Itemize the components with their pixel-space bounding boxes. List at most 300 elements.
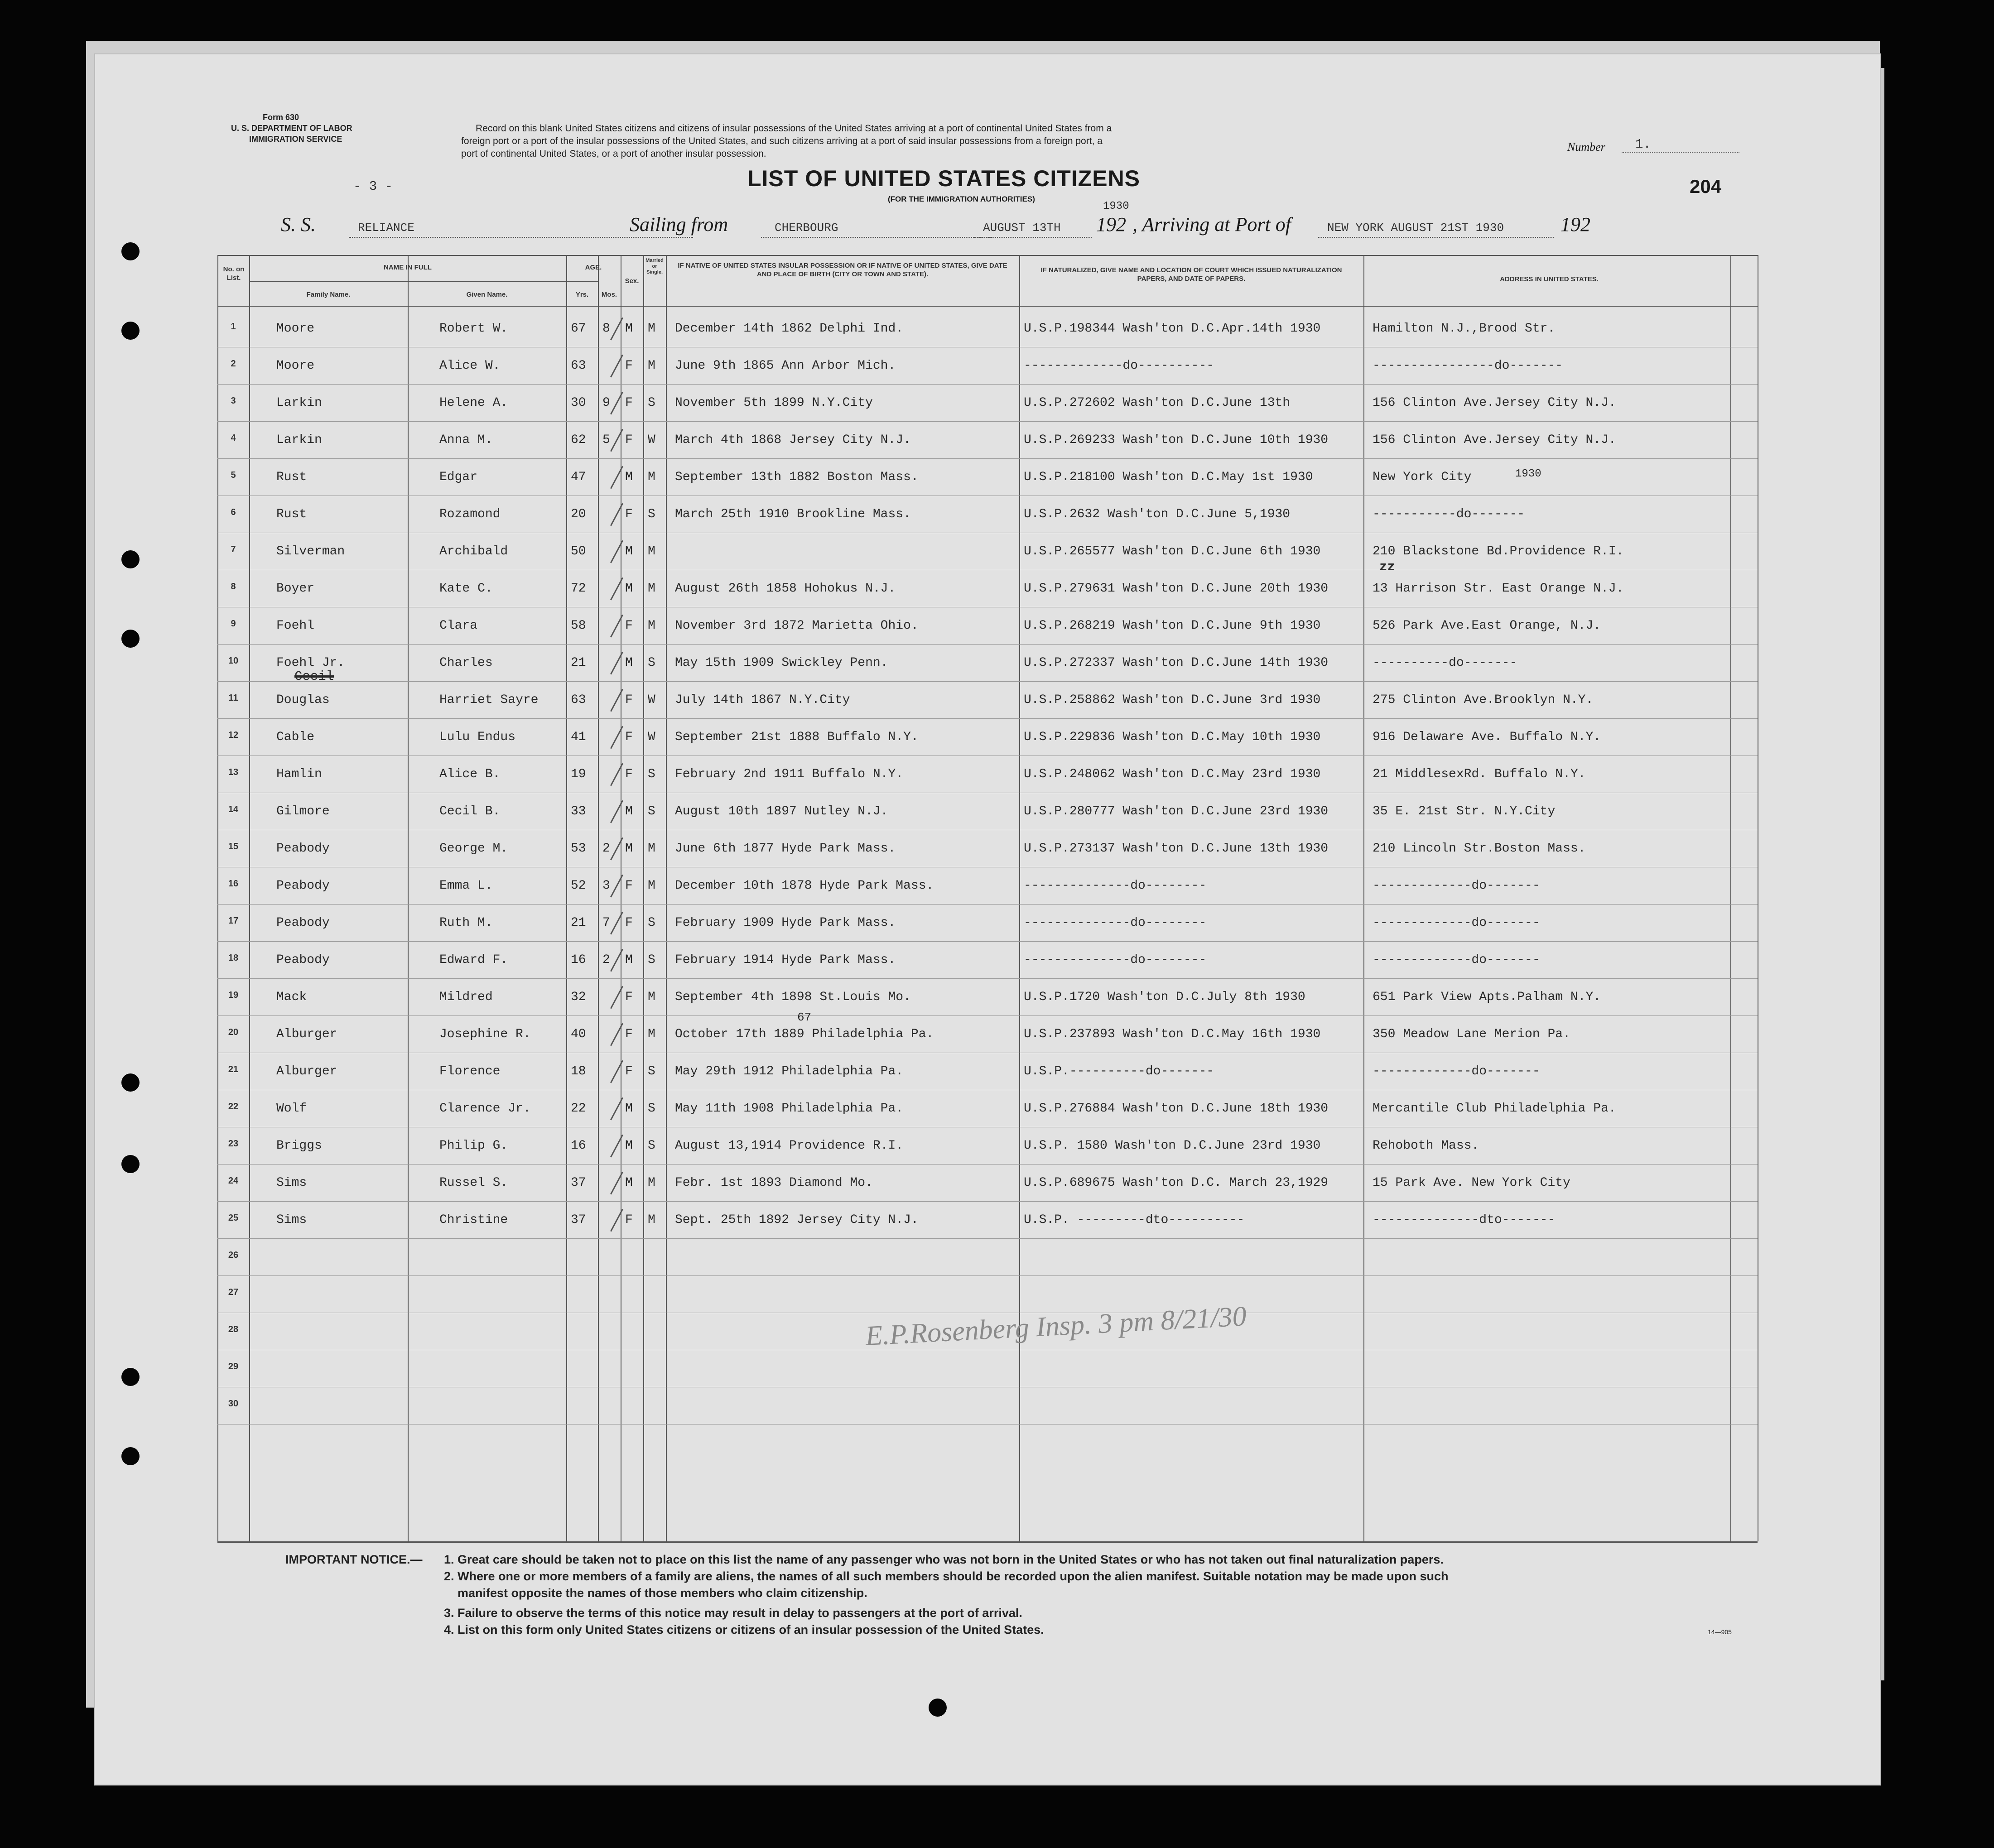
notice-item-4: 4. List on this form only United States citizens or citizens of an insular possession of the United States. — [444, 1623, 1044, 1636]
punch-hole — [121, 1155, 140, 1173]
cell-papers: U.S.P.273137 Wash'ton D.C.June 13th 1930 — [1024, 842, 1329, 856]
cell-papers: U.S.P.279631 Wash'ton D.C.June 20th 1930 — [1024, 582, 1329, 596]
punch-hole — [121, 1368, 140, 1386]
cell-yrs: 30 — [571, 396, 586, 410]
year-correction: 1930 — [1103, 200, 1129, 212]
cell-yrs: 52 — [571, 879, 586, 893]
year-suffix: 192 — [1561, 213, 1590, 236]
cell-papers: U.S.P.----------do------- — [1024, 1064, 1214, 1078]
cell-yrs: 21 — [571, 656, 586, 670]
header-divider — [217, 306, 1758, 307]
cell-sex: M — [625, 953, 633, 967]
row-number: 8 — [231, 582, 236, 592]
notice-item-2-cont: manifest opposite the names of those members who claim citizenship. — [458, 1586, 867, 1600]
cell-papers: U.S.P. ---------dto---------- — [1024, 1213, 1245, 1227]
cell-birth: June 9th 1865 Ann Arbor Mich. — [675, 359, 896, 373]
cell-given: Anna M. — [439, 433, 493, 447]
date-underline — [974, 237, 1092, 238]
cell-address: --------------dto------- — [1373, 1213, 1556, 1227]
cell-family: Moore — [276, 322, 315, 336]
row-rule — [217, 904, 1758, 905]
row-number: 26 — [228, 1250, 239, 1260]
cell-birth: Febr. 1st 1893 Diamond Mo. — [675, 1176, 873, 1190]
cell-address: Mercantile Club Philadelphia Pa. — [1373, 1102, 1616, 1116]
table-bottom-border — [217, 1541, 1758, 1543]
cell-papers: --------------do-------- — [1024, 916, 1207, 930]
cell-address: -------------do------- — [1373, 1064, 1540, 1078]
col-header-given: Given Name. — [466, 291, 508, 298]
sailing-underline — [761, 237, 992, 238]
cell-ms: M — [648, 1176, 655, 1190]
cell-sex: M — [625, 1176, 633, 1190]
ship-name: RELIANCE — [358, 221, 414, 235]
cell-yrs: 50 — [571, 544, 586, 558]
punch-hole — [121, 630, 140, 648]
cell-address: 35 E. 21st Str. N.Y.City — [1373, 804, 1556, 818]
number-underline — [1622, 152, 1739, 153]
cell-given: Alice B. — [439, 767, 501, 781]
cell-ms: M — [648, 359, 655, 373]
col-sep — [408, 255, 409, 1541]
cell-birth: August 13,1914 Providence R.I. — [675, 1139, 904, 1153]
row-number: 17 — [228, 916, 239, 926]
cell-given: Philip G. — [439, 1139, 508, 1153]
year-prefix: 192 — [1096, 213, 1126, 236]
department-line: U. S. DEPARTMENT OF LABOR — [231, 124, 352, 133]
cell-sex: F — [625, 916, 633, 930]
col-sep — [566, 255, 567, 1541]
cell-mos: 8 — [602, 322, 610, 336]
cell-yrs: 47 — [571, 470, 586, 484]
row-number: 27 — [228, 1287, 239, 1297]
cell-ms: S — [648, 1102, 655, 1116]
cell-birth: May 11th 1908 Philadelphia Pa. — [675, 1102, 904, 1116]
col-sep — [1363, 255, 1364, 1541]
cell-papers: U.S.P.272602 Wash'ton D.C.June 13th — [1024, 396, 1291, 410]
row-number: 4 — [231, 433, 236, 443]
cell-birth: February 1914 Hyde Park Mass. — [675, 953, 896, 967]
row-number: 12 — [228, 730, 239, 740]
cell-family: Wolf — [276, 1102, 307, 1116]
cell-address: ----------do------- — [1373, 656, 1517, 670]
cell-papers: -------------do---------- — [1024, 359, 1214, 373]
cell-family: Larkin — [276, 396, 322, 410]
cell-family: Peabody — [276, 879, 330, 893]
cell-ms: S — [648, 507, 655, 521]
cell-family: Cable — [276, 730, 315, 744]
cell-yrs: 67 — [571, 322, 586, 336]
cell-ms: S — [648, 767, 655, 781]
cell-family: Foehl Jr. — [276, 656, 345, 670]
cell-sex: F — [625, 730, 633, 744]
cell-given: Russel S. — [439, 1176, 508, 1190]
cell-ms: S — [648, 916, 655, 930]
col-sep — [666, 255, 667, 1541]
cell-ms: S — [648, 1139, 655, 1153]
cell-ms: M — [648, 582, 655, 596]
cell-family: Silverman — [276, 544, 345, 558]
cell-papers: U.S.P.689675 Wash'ton D.C. March 23,1929 — [1024, 1176, 1329, 1190]
cell-birth: August 26th 1858 Hohokus N.J. — [675, 582, 896, 596]
row-number: 15 — [228, 842, 239, 852]
row-number: 1 — [231, 322, 236, 332]
cell-sex: M — [625, 582, 633, 596]
cell-ms: M — [648, 990, 655, 1004]
row-number: 28 — [228, 1324, 239, 1334]
cell-papers: U.S.P. 1580 Wash'ton D.C.June 23rd 1930 — [1024, 1139, 1321, 1153]
cell-birth: December 14th 1862 Delphi Ind. — [675, 322, 904, 336]
cell-papers: U.S.P.229836 Wash'ton D.C.May 10th 1930 — [1024, 730, 1321, 744]
cell-family: Rust — [276, 470, 307, 484]
cell-yrs: 16 — [571, 1139, 586, 1153]
cell-ms: S — [648, 396, 655, 410]
cell-address: 916 Delaware Ave. Buffalo N.Y. — [1373, 730, 1601, 744]
cell-address: -----------do------- — [1373, 507, 1525, 521]
row-rule — [217, 1275, 1758, 1276]
col-header-yrs: Yrs. — [575, 291, 589, 298]
col-header-name-in-full: NAME IN FULL — [384, 264, 432, 271]
cell-given: Rozamond — [439, 507, 501, 521]
col-sep — [217, 255, 218, 1541]
row-number: 5 — [231, 470, 236, 480]
col-header-sex: Sex. — [625, 277, 639, 285]
cell-sex: F — [625, 1064, 633, 1078]
cell-sex: F — [625, 507, 633, 521]
col-header-married: Married or Single. — [645, 258, 664, 275]
sailing-label: Sailing from — [630, 213, 728, 236]
cell-ms: W — [648, 693, 655, 707]
cell-address: Rehoboth Mass. — [1373, 1139, 1479, 1153]
cell-papers: U.S.P.269233 Wash'ton D.C.June 10th 1930 — [1024, 433, 1329, 447]
cell-given: Kate C. — [439, 582, 493, 596]
cell-birth: November 5th 1899 N.Y.City — [675, 396, 873, 410]
punch-hole — [121, 322, 140, 340]
cell-birth: May 29th 1912 Philadelphia Pa. — [675, 1064, 904, 1078]
cell-family: Larkin — [276, 433, 322, 447]
row-rule — [217, 978, 1758, 979]
cell-sex: F — [625, 879, 633, 893]
cell-given: Edgar — [439, 470, 478, 484]
row-number: 22 — [228, 1102, 239, 1112]
cell-papers: U.S.P.248062 Wash'ton D.C.May 23rd 1930 — [1024, 767, 1321, 781]
manifest-sheet — [95, 54, 1880, 1785]
ship-underline — [349, 237, 693, 238]
cell-birth: March 4th 1868 Jersey City N.J. — [675, 433, 911, 447]
row-number: 10 — [228, 656, 239, 666]
cell-ms: S — [648, 953, 655, 967]
cell-sex: F — [625, 693, 633, 707]
row-number: 29 — [228, 1362, 239, 1372]
cell-yrs: 19 — [571, 767, 586, 781]
cell-address: 156 Clinton Ave.Jersey City N.J. — [1373, 433, 1616, 447]
row-number: 16 — [228, 879, 239, 889]
cell-mos: 5 — [602, 433, 610, 447]
cell-family: Sims — [276, 1176, 307, 1190]
cell-given: Robert W. — [439, 322, 508, 336]
row-number: 13 — [228, 767, 239, 777]
cell-given: Clarence Jr. — [439, 1102, 531, 1116]
cell-mos: 2 — [602, 842, 610, 856]
cell-given: Charles — [439, 656, 493, 670]
cell-given: Mildred — [439, 990, 493, 1004]
cell-birth: Sept. 25th 1892 Jersey City N.J. — [675, 1213, 919, 1227]
cell-papers: U.S.P.276884 Wash'ton D.C.June 18th 1930 — [1024, 1102, 1329, 1116]
cell-family: Rust — [276, 507, 307, 521]
cell-yrs: 40 — [571, 1027, 586, 1041]
cell-papers: U.S.P.237893 Wash'ton D.C.May 16th 1930 — [1024, 1027, 1321, 1041]
cell-ms: M — [648, 1027, 655, 1041]
cell-address: 350 Meadow Lane Merion Pa. — [1373, 1027, 1570, 1041]
cell-birth: February 2nd 1911 Buffalo N.Y. — [675, 767, 904, 781]
cell-address: 526 Park Ave.East Orange, N.J. — [1373, 619, 1601, 633]
cell-given: Alice W. — [439, 359, 501, 373]
col-header-no: No. on List. — [223, 265, 245, 282]
punch-hole — [121, 1073, 140, 1092]
row-number: 14 — [228, 804, 239, 814]
row-number: 23 — [228, 1139, 239, 1149]
row-number: 20 — [228, 1027, 239, 1037]
cell-given: George M. — [439, 842, 508, 856]
cell-yrs: 53 — [571, 842, 586, 856]
cell-birth: August 10th 1897 Nutley N.J. — [675, 804, 888, 818]
cell-birth: March 25th 1910 Brookline Mass. — [675, 507, 911, 521]
cell-ms: M — [648, 1213, 655, 1227]
record-instruction-2: foreign port or a port of the insular possessions of the United States, and such citizens arriving at a port of said insular possessions from a foreign port, a — [461, 136, 1103, 146]
cell-given: Christine — [439, 1213, 508, 1227]
cell-yrs: 33 — [571, 804, 586, 818]
row-number: 6 — [231, 507, 236, 517]
cell-yrs: 37 — [571, 1213, 586, 1227]
passenger-table — [217, 255, 1758, 1541]
cell-address: New York City — [1373, 470, 1472, 484]
cell-papers: --------------do-------- — [1024, 879, 1207, 893]
cell-yrs: 37 — [571, 1176, 586, 1190]
cell-mos: 7 — [602, 916, 610, 930]
cell-mos: 3 — [602, 879, 610, 893]
arriving-label: , Arriving at Port of — [1132, 213, 1291, 236]
cell-yrs: 41 — [571, 730, 586, 744]
cell-family: Peabody — [276, 916, 330, 930]
page-subtitle: (FOR THE IMMIGRATION AUTHORITIES) — [888, 195, 1035, 203]
row-number: 21 — [228, 1064, 239, 1074]
age-divider — [566, 281, 598, 282]
inspector-signature: E.P.Rosenberg Insp. 3 pm 8/21/30 — [864, 1301, 1247, 1352]
ss-label: S. S. — [281, 213, 316, 236]
cell-yrs: 20 — [571, 507, 586, 521]
cell-birth: September 4th 1898 St.Louis Mo. — [675, 990, 911, 1004]
col-header-naturalized: IF NATURALIZED, GIVE NAME AND LOCATION OF COURT WHICH ISSUED NATURALIZATION PAPERS, AND DATE OF PAPERS. — [1040, 266, 1342, 283]
cell-sex: F — [625, 1213, 633, 1227]
cell-papers: U.S.P.198344 Wash'ton D.C.Apr.14th 1930 — [1024, 322, 1321, 336]
cell-ms: M — [648, 619, 655, 633]
row19-note: 67 — [797, 1011, 812, 1024]
sailing-date: AUGUST 13TH — [983, 221, 1061, 235]
notice-label: IMPORTANT NOTICE.— — [285, 1553, 423, 1566]
row-rule — [217, 384, 1758, 385]
row-rule — [217, 941, 1758, 942]
notice-item-3: 3. Failure to observe the terms of this notice may result in delay to passengers at the port of arrival. — [444, 1606, 1022, 1620]
cell-yrs: 63 — [571, 359, 586, 373]
cell-papers: U.S.P.1720 Wash'ton D.C.July 8th 1930 — [1024, 990, 1305, 1004]
cell-yrs: 58 — [571, 619, 586, 633]
sailing-from: CHERBOURG — [775, 221, 838, 235]
name-divider — [249, 281, 566, 282]
port-underline — [1318, 237, 1554, 238]
cell-address: 275 Clinton Ave.Brooklyn N.Y. — [1373, 693, 1594, 707]
cell-mos: 9 — [602, 396, 610, 410]
punch-hole — [121, 550, 140, 568]
row-number: 30 — [228, 1399, 239, 1409]
cell-yrs: 21 — [571, 916, 586, 930]
col-header-address: ADDRESS IN UNITED STATES. — [1500, 275, 1599, 283]
cell-family: Peabody — [276, 842, 330, 856]
row-number: 25 — [228, 1213, 239, 1223]
cell-address: 651 Park View Apts.Palham N.Y. — [1373, 990, 1601, 1004]
cell-family: Douglas — [276, 693, 330, 707]
cell-papers: U.S.P.2632 Wash'ton D.C.June 5,1930 — [1024, 507, 1291, 521]
cell-birth: October 17th 1889 Philadelphia Pa. — [675, 1027, 934, 1041]
cell-given: Emma L. — [439, 879, 493, 893]
col-header-family: Family Name. — [306, 291, 351, 298]
cell-papers: U.S.P.218100 Wash'ton D.C.May 1st 1930 — [1024, 470, 1313, 484]
cell-papers: U.S.P.265577 Wash'ton D.C.June 6th 1930 — [1024, 544, 1321, 558]
cell-given: Lulu Endus — [439, 730, 516, 744]
cell-papers: U.S.P.268219 Wash'ton D.C.June 9th 1930 — [1024, 619, 1321, 633]
cell-ms: S — [648, 804, 655, 818]
cell-family: Sims — [276, 1213, 307, 1227]
col-sep — [249, 255, 250, 1541]
cell-given: Cecil B. — [439, 804, 501, 818]
cell-birth: July 14th 1867 N.Y.City — [675, 693, 850, 707]
table-top-border — [217, 255, 1758, 256]
cell-address: Hamilton N.J.,Brood Str. — [1373, 322, 1556, 336]
cell-ms: M — [648, 544, 655, 558]
cell-ms: M — [648, 879, 655, 893]
cell-sex: F — [625, 433, 633, 447]
row5-mark: zz — [1379, 559, 1395, 574]
cell-given: Clara — [439, 619, 478, 633]
col-sep — [643, 255, 644, 1541]
cell-sex: F — [625, 1027, 633, 1041]
row-number: 18 — [228, 953, 239, 963]
cell-yrs: 62 — [571, 433, 586, 447]
cell-yrs: 18 — [571, 1064, 586, 1078]
row-number: 19 — [228, 990, 239, 1000]
punch-hole — [929, 1699, 947, 1717]
cell-mos: 2 — [602, 953, 610, 967]
col-sep — [1019, 255, 1020, 1541]
cell-papers: U.S.P.272337 Wash'ton D.C.June 14th 1930 — [1024, 656, 1329, 670]
cell-address: 21 MiddlesexRd. Buffalo N.Y. — [1373, 767, 1586, 781]
cell-family: Alburger — [276, 1064, 337, 1078]
number-label: Number — [1567, 140, 1605, 154]
cell-family: Briggs — [276, 1139, 322, 1153]
cell-address: 156 Clinton Ave.Jersey City N.J. — [1373, 396, 1616, 410]
cell-ms: W — [648, 433, 655, 447]
row-rule — [217, 1164, 1758, 1165]
cell-address: 15 Park Ave. New York City — [1373, 1176, 1570, 1190]
cell-given: Harriet Sayre — [439, 693, 539, 707]
cell-family: Boyer — [276, 582, 315, 596]
row-number: 9 — [231, 619, 236, 629]
row-number: 24 — [228, 1176, 239, 1186]
row-rule — [217, 1238, 1758, 1239]
cell-papers: U.S.P.280777 Wash'ton D.C.June 23rd 1930 — [1024, 804, 1329, 818]
page-mark: - 3 - — [353, 179, 393, 194]
row-number: 7 — [231, 544, 236, 554]
cell-given: Helene A. — [439, 396, 508, 410]
row-rule — [217, 718, 1758, 719]
cell-given: Josephine R. — [439, 1027, 531, 1041]
cell-papers: U.S.P.258862 Wash'ton D.C.June 3rd 1930 — [1024, 693, 1321, 707]
cell-sex: M — [625, 1102, 633, 1116]
cell-family: Mack — [276, 990, 307, 1004]
row-number: 2 — [231, 359, 236, 369]
cell-ms: M — [648, 322, 655, 336]
row-rule — [217, 681, 1758, 682]
cell-sex: M — [625, 656, 633, 670]
row-rule — [217, 421, 1758, 422]
cell-family: Gilmore — [276, 804, 330, 818]
cell-birth: September 13th 1882 Boston Mass. — [675, 470, 919, 484]
cell-yrs: 16 — [571, 953, 586, 967]
cell-given: Archibald — [439, 544, 508, 558]
cell-sex: M — [625, 544, 633, 558]
cell-family: Moore — [276, 359, 315, 373]
cell-sex: F — [625, 359, 633, 373]
cell-birth: February 1909 Hyde Park Mass. — [675, 916, 896, 930]
cell-yrs: 72 — [571, 582, 586, 596]
arriving-port: NEW YORK AUGUST 21ST 1930 — [1327, 221, 1504, 235]
cell-birth: June 6th 1877 Hyde Park Mass. — [675, 842, 896, 856]
print-code: 14—905 — [1708, 1628, 1732, 1636]
col-sep — [1730, 255, 1731, 1541]
notice-item-1: 1. Great care should be taken not to place on this list the name of any passenger who was not born in the United States or who has not taken out final naturalization papers. — [444, 1553, 1444, 1566]
cell-given: Edward F. — [439, 953, 508, 967]
cell-address: 210 Lincoln Str.Boston Mass. — [1373, 842, 1586, 856]
cell-birth: May 15th 1909 Swickley Penn. — [675, 656, 888, 670]
cell-address: ----------------do------- — [1373, 359, 1563, 373]
cell-yrs: 22 — [571, 1102, 586, 1116]
form-number: Form 630 — [263, 113, 299, 122]
number-value: 1. — [1635, 137, 1651, 152]
cell-ms: S — [648, 656, 655, 670]
cell-sex: M — [625, 322, 633, 336]
cell-sex: F — [625, 767, 633, 781]
cell-family: Hamlin — [276, 767, 322, 781]
col-header-age: AGE. — [585, 264, 602, 271]
row-number: 11 — [228, 693, 238, 703]
row8-strike: Cecil — [294, 669, 334, 684]
row3-year-correction: 1930 — [1515, 468, 1541, 480]
cell-family: Foehl — [276, 619, 315, 633]
cell-address: -------------do------- — [1373, 953, 1540, 967]
cell-birth: November 3rd 1872 Marietta Ohio. — [675, 619, 919, 633]
cell-address: 210 Blackstone Bd.Providence R.I. — [1373, 544, 1624, 558]
col-sep — [598, 255, 599, 1541]
cell-family: Alburger — [276, 1027, 337, 1041]
row-rule — [217, 458, 1758, 459]
cell-yrs: 32 — [571, 990, 586, 1004]
cell-address: 13 Harrison Str. East Orange N.J. — [1373, 582, 1624, 596]
punch-hole — [121, 242, 140, 260]
cell-sex: F — [625, 619, 633, 633]
service-line: IMMIGRATION SERVICE — [249, 135, 342, 144]
row-number: 3 — [231, 396, 236, 406]
cell-address: -------------do------- — [1373, 916, 1540, 930]
notice-item-2: 2. Where one or more members of a family are aliens, the names of all such members should be recorded upon the alien manifest. Suitable notation may be made upon such — [444, 1569, 1449, 1583]
page-title: LIST OF UNITED STATES CITIZENS — [747, 166, 1141, 191]
